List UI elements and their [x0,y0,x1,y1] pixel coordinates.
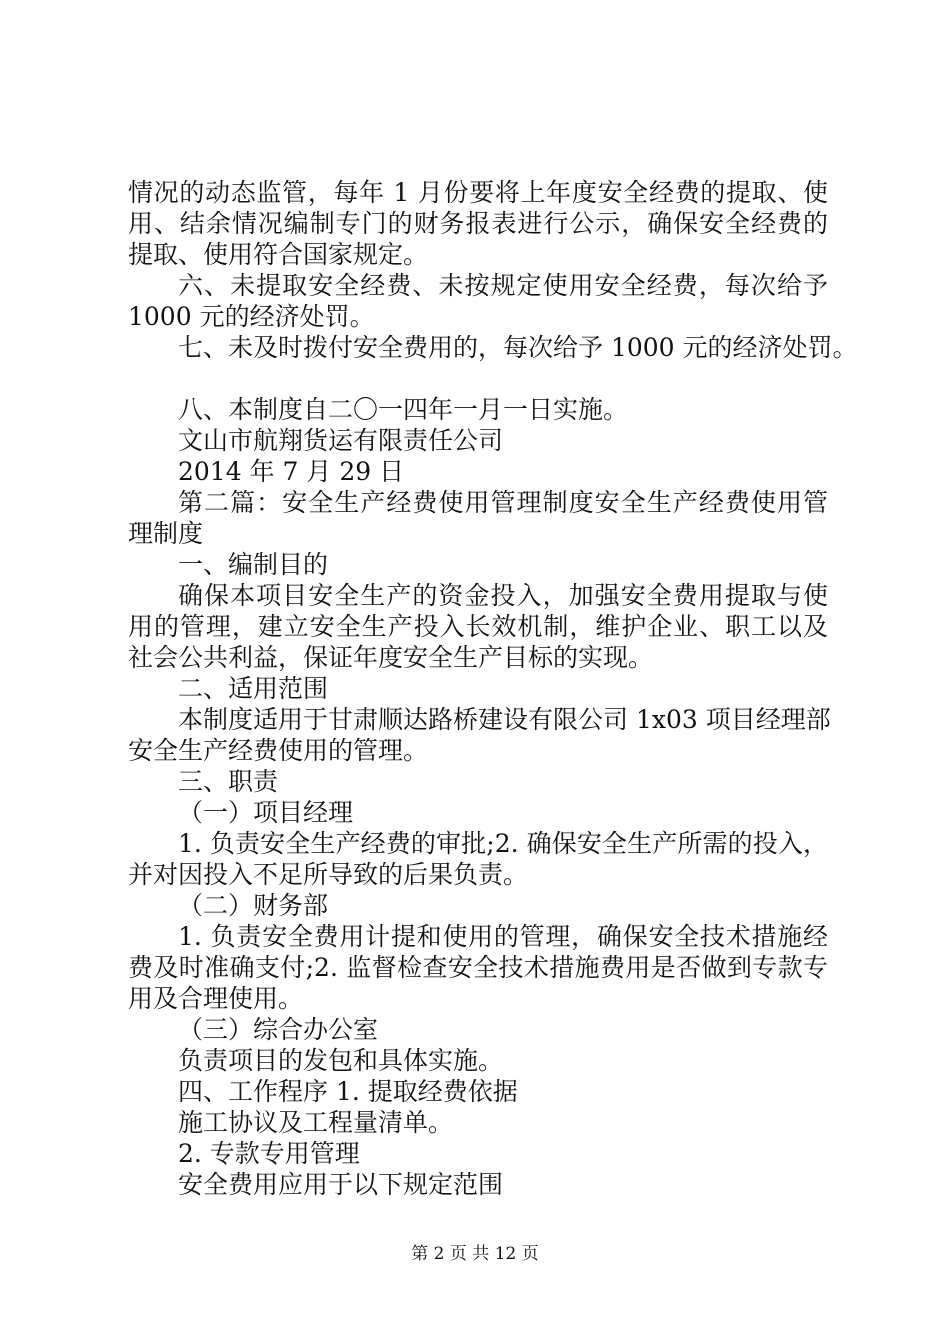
document-body [128,177,858,1200]
text-line: 八、本制度自二〇一四年一月一日实施。 [178,395,629,424]
text-line: 文山市航翔货运有限责任公司 [178,426,504,455]
section-heading: 二、适用范围 [178,674,329,703]
page-number: 第 2 页 共 12 页 [411,1244,539,1264]
text-line: 并对因投入不足所导致的后果负责。 [128,860,529,889]
text-line: 1. 负责安全生产经费的审批;2. 确保安全生产所需的投入， [178,829,828,858]
text-line: 费及时准确支付;2. 监督检查安全技术措施费用是否做到专款专 [128,953,828,982]
text-line: 施工协议及工程量清单。 [178,1108,454,1137]
text-line: 七、未及时拨付安全费用的，每次给予 1000 元的经济处罚。 [178,333,858,362]
text-line: 负责项目的发包和具体实施。 [178,1046,504,1075]
subsection-heading: （二）财务部 [178,891,329,920]
subsection-heading: （一）项目经理 [178,798,354,827]
section-heading: 理制度 [128,519,204,548]
text-line: 社会公共利益，保证年度安全生产目标的实现。 [128,643,654,672]
section-heading: 三、职责 [178,767,279,796]
text-line: 确保本项目安全生产的资金投入，加强安全费用提取与使 [178,581,828,610]
text-line: 2014 年 7 月 29 日 [178,457,405,486]
section-heading: 第二篇：安全生产经费使用管理制度安全生产经费使用管 [178,488,828,517]
text-line: 本制度适用于甘肃顺达路桥建设有限公司 1x03 项目经理部 [178,705,831,734]
text-line: 六、未提取安全经费、未按规定使用安全经费，每次给予 [178,271,828,300]
subsection-heading: （三）综合办公室 [178,1015,379,1044]
text-line: 安全生产经费使用的管理。 [128,736,429,765]
text-line: 用及合理使用。 [128,984,304,1013]
text-line: 提取、使用符合国家规定。 [128,240,429,269]
text-line: 安全费用应用于以下规定范围 [178,1170,504,1199]
text-line: 2. 专款专用管理 [178,1139,360,1168]
section-heading: 一、编制目的 [178,550,329,579]
paragraph-gap [128,363,828,394]
text-line: 情况的动态监管，每年 1 月份要将上年度安全经费的提取、使 [128,178,828,207]
section-heading: 四、工作程序 1. 提取经费依据 [178,1077,518,1106]
text-line: 用的管理，建立安全生产投入长效机制，维护企业、职工以及 [128,612,828,641]
text-line: 1. 负责安全费用计提和使用的管理，确保安全技术措施经 [178,922,828,951]
text-line: 用、结余情况编制专门的财务报表进行公示，确保安全经费的 [128,209,828,238]
text-line: 1000 元的经济处罚。 [128,302,375,331]
